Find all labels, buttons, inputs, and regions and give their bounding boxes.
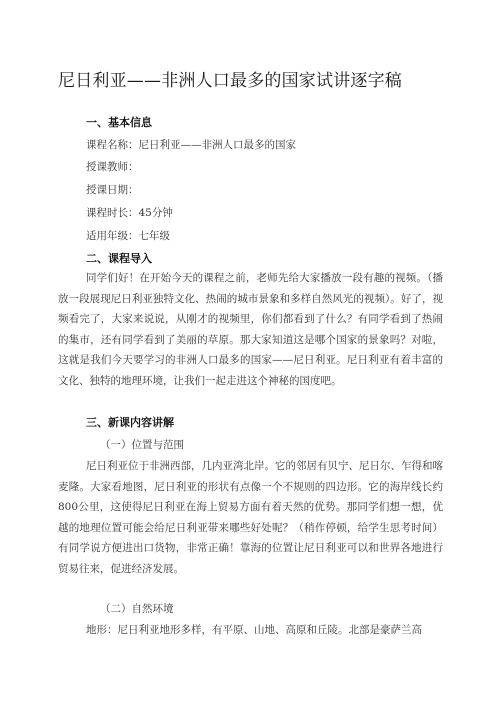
info-teacher: 授课教师： bbox=[86, 161, 139, 173]
info-course-name: 课程名称：尼日利亚——非洲人口最多的国家 bbox=[86, 139, 296, 151]
intro-paragraph: 同学们好！在开始今天的课程之前，老师先给大家播放一段有趣的视频。（播放一段展现尼日利亚独特文化、热闹的城市景象和多样自然风光的视频）。好了，视频看完了，大家来说说，从刚才的视频里，你们都看到了什么？有同学看到了热闹的集市，还有同学看到了美丽的草原。那大家知道这是哪个国家的景象吗？对啦，这就是我们今天要学习的非洲人口最多的国家——尼日利亚。尼日利亚有着丰富的文化、独特的地理环境，让我们一起走进这个神秘的国度吧。 bbox=[58, 272, 443, 387]
section-heading-intro: 二、课程导入 bbox=[86, 252, 152, 265]
subheading-natural-environment: （二）自然环境 bbox=[100, 603, 174, 615]
section-heading-new-content: 三、新课内容讲解 bbox=[86, 416, 174, 429]
info-date: 授课日期： bbox=[86, 184, 139, 196]
section-heading-basic-info: 一、基本信息 bbox=[86, 116, 152, 129]
location-paragraph: 尼日利亚位于非洲西部，几内亚湾北岸。它的邻居有贝宁、尼日尔、乍得和喀麦隆。大家看地图，尼日利亚的形状有点像一个不规则的四边形。它的海岸线长约800公里，这使得尼日利亚在海上贸易方面有着天然的优势。那同学们想一想，优越的地理位置可能会给尼日利亚带来哪些好处呢？（稍作停顿，给学生思考时间）有同学说方便进出口货物，非常正确！靠海的位置让尼日利亚可以和世界各地进行贸易往来，促进经济发展。 bbox=[58, 460, 443, 575]
terrain-paragraph: 地形：尼日利亚地形多样，有平原、山地、高原和丘陵。北部是豪萨兰高 bbox=[86, 624, 422, 636]
document-title: 尼日利亚——非洲人口最多的国家试讲逐字稿 bbox=[58, 71, 402, 91]
info-grade: 适用年级：七年级 bbox=[86, 230, 170, 242]
subheading-location: （一）位置与范围 bbox=[100, 439, 184, 451]
info-duration: 课程时长：45分钟 bbox=[86, 207, 173, 219]
